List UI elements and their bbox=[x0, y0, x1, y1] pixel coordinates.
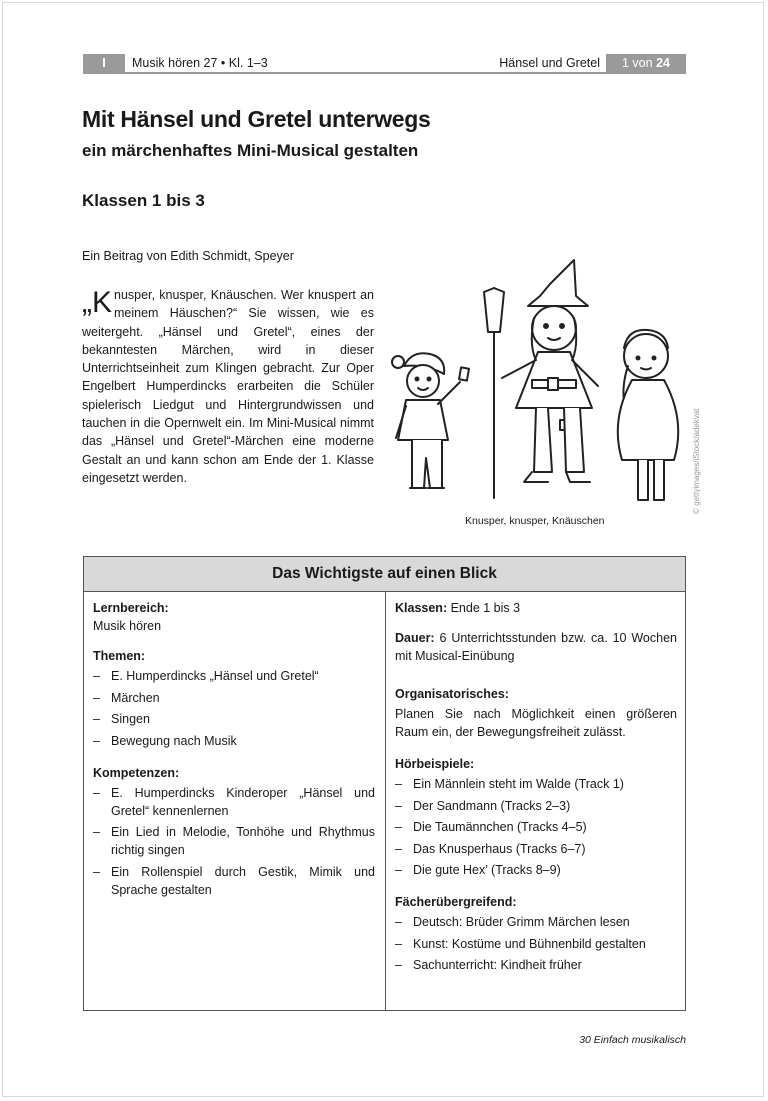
page-subtitle: ein märchenhaftes Mini-Musical gestalten bbox=[82, 141, 419, 160]
page-header bbox=[83, 54, 686, 72]
overview-right-column bbox=[395, 599, 677, 986]
list-item: – Die Taumännchen (Tracks 4–5) bbox=[395, 818, 677, 836]
intro-text: nusper, knusper, Knäuschen. Wer knuspert an meinem Häuschen?“ Sie wissen, wie es weitergeht. „Hänsel und Gretel“, eines der bekanntesten Märchen, wird in dieser Unterrichtseinheit zum Klingen gebracht. Zur Oper Engelbert Humperdincks erarbeiten die Schüler spielerisch Liedgut und Hintergrundwissen und tauchen in die Opernwelt ein. Im Mini-Musical nimmt das „Hänsel und Gretel“-Märchen eine moderne Gestalt an und kann schon am Ende der 1. Klasse eingesetzt werden. bbox=[82, 288, 374, 485]
fairy-tale-illustration bbox=[388, 248, 688, 510]
list-item: – Ein Rollenspiel durch Gestik, Mimik und Sprache gestalten bbox=[93, 863, 375, 899]
lernbereich-label: Lernbereich: bbox=[93, 601, 169, 615]
dauer-value: 6 Unterrichtsstunden bzw. ca. 10 Wochen mit Musical-Einübung bbox=[395, 631, 677, 663]
dauer-section bbox=[395, 629, 677, 665]
hoerbeispiele-list bbox=[395, 775, 677, 879]
list-item: – Singen bbox=[93, 710, 375, 728]
column-divider bbox=[385, 592, 386, 1010]
faecheruebergreifend-label: Fächerübergreifend: bbox=[395, 895, 517, 909]
dauer-label: Dauer: bbox=[395, 631, 435, 645]
hoerbeispiele-label: Hörbeispiele: bbox=[395, 757, 475, 771]
drop-cap: „K bbox=[82, 286, 112, 319]
page-prefix: 1 von bbox=[622, 56, 653, 70]
page-total: 24 bbox=[656, 56, 670, 70]
list-item: – Märchen bbox=[93, 689, 375, 707]
witch-figure bbox=[484, 260, 598, 498]
klassen-value: Ende 1 bis 3 bbox=[450, 601, 521, 615]
list-item: – Deutsch: Brüder Grimm Märchen lesen bbox=[395, 913, 677, 931]
list-item: – Ein Lied in Melodie, Tonhöhe und Rhythmus richtig singen bbox=[93, 823, 375, 859]
kompetenzen-section bbox=[93, 764, 375, 899]
list-item: – Das Knusperhaus (Tracks 6–7) bbox=[395, 840, 677, 858]
list-item: – Ein Männlein steht im Walde (Track 1) bbox=[395, 775, 677, 793]
intro-paragraph bbox=[82, 286, 374, 487]
klassen-section bbox=[395, 599, 677, 617]
organisatorisches-value: Planen Sie nach Möglichkeit einen größeren Raum ein, der Bewegungsfreiheit zulässt. bbox=[395, 707, 677, 739]
topic-label: Hänsel und Gretel bbox=[499, 56, 600, 70]
kompetenzen-list bbox=[93, 784, 375, 899]
faecheruebergreifend-list bbox=[395, 913, 677, 974]
organisatorisches-label: Organisatorisches: bbox=[395, 687, 509, 701]
series-label: Musik hören 27 • Kl. 1–3 bbox=[132, 56, 268, 70]
organisatorisches-section bbox=[395, 685, 677, 741]
grade-heading: Klassen 1 bis 3 bbox=[82, 191, 205, 210]
page-title: Mit Hänsel und Gretel unterwegs bbox=[82, 106, 431, 132]
list-item: – Die gute Hex’ (Tracks 8–9) bbox=[395, 861, 677, 879]
girl-figure bbox=[618, 330, 678, 500]
image-credit: © gettyimages/iStock/adekvat bbox=[692, 408, 701, 514]
list-item: – Sachunterricht: Kindheit früher bbox=[395, 956, 677, 974]
list-item: – Kunst: Kostüme und Bühnenbild gestalten bbox=[395, 935, 677, 953]
list-item: – Der Sandmann (Tracks 2–3) bbox=[395, 797, 677, 815]
section-badge: I bbox=[83, 54, 125, 72]
faecheruebergreifend-section bbox=[395, 893, 677, 974]
kompetenzen-label: Kompetenzen: bbox=[93, 765, 180, 780]
overview-left-column bbox=[93, 599, 375, 911]
overview-heading: Das Wichtigste auf einen Blick bbox=[84, 557, 685, 592]
header-rule bbox=[83, 72, 686, 74]
hoerbeispiele-section bbox=[395, 755, 677, 879]
list-item: – Bewegung nach Musik bbox=[93, 732, 375, 750]
list-item: – E. Humperdincks Kinderoper „Hänsel und Gretel“ kennenlernen bbox=[93, 784, 375, 820]
lernbereich-section bbox=[93, 599, 375, 635]
themen-section bbox=[93, 647, 375, 750]
image-caption: Knusper, knusper, Knäuschen bbox=[465, 515, 605, 527]
page-footer: 30 Einfach musikalisch bbox=[579, 1034, 686, 1046]
boy-figure bbox=[392, 353, 469, 488]
list-item: – E. Humperdincks „Hänsel und Gretel“ bbox=[93, 667, 375, 685]
klassen-label: Klassen: bbox=[395, 601, 448, 615]
themen-label: Themen: bbox=[93, 649, 146, 663]
overview-box bbox=[83, 556, 686, 1011]
lernbereich-value: Musik hören bbox=[93, 619, 162, 633]
page-number bbox=[606, 54, 686, 72]
author-line: Ein Beitrag von Edith Schmidt, Speyer bbox=[82, 249, 294, 263]
themen-list bbox=[93, 667, 375, 750]
